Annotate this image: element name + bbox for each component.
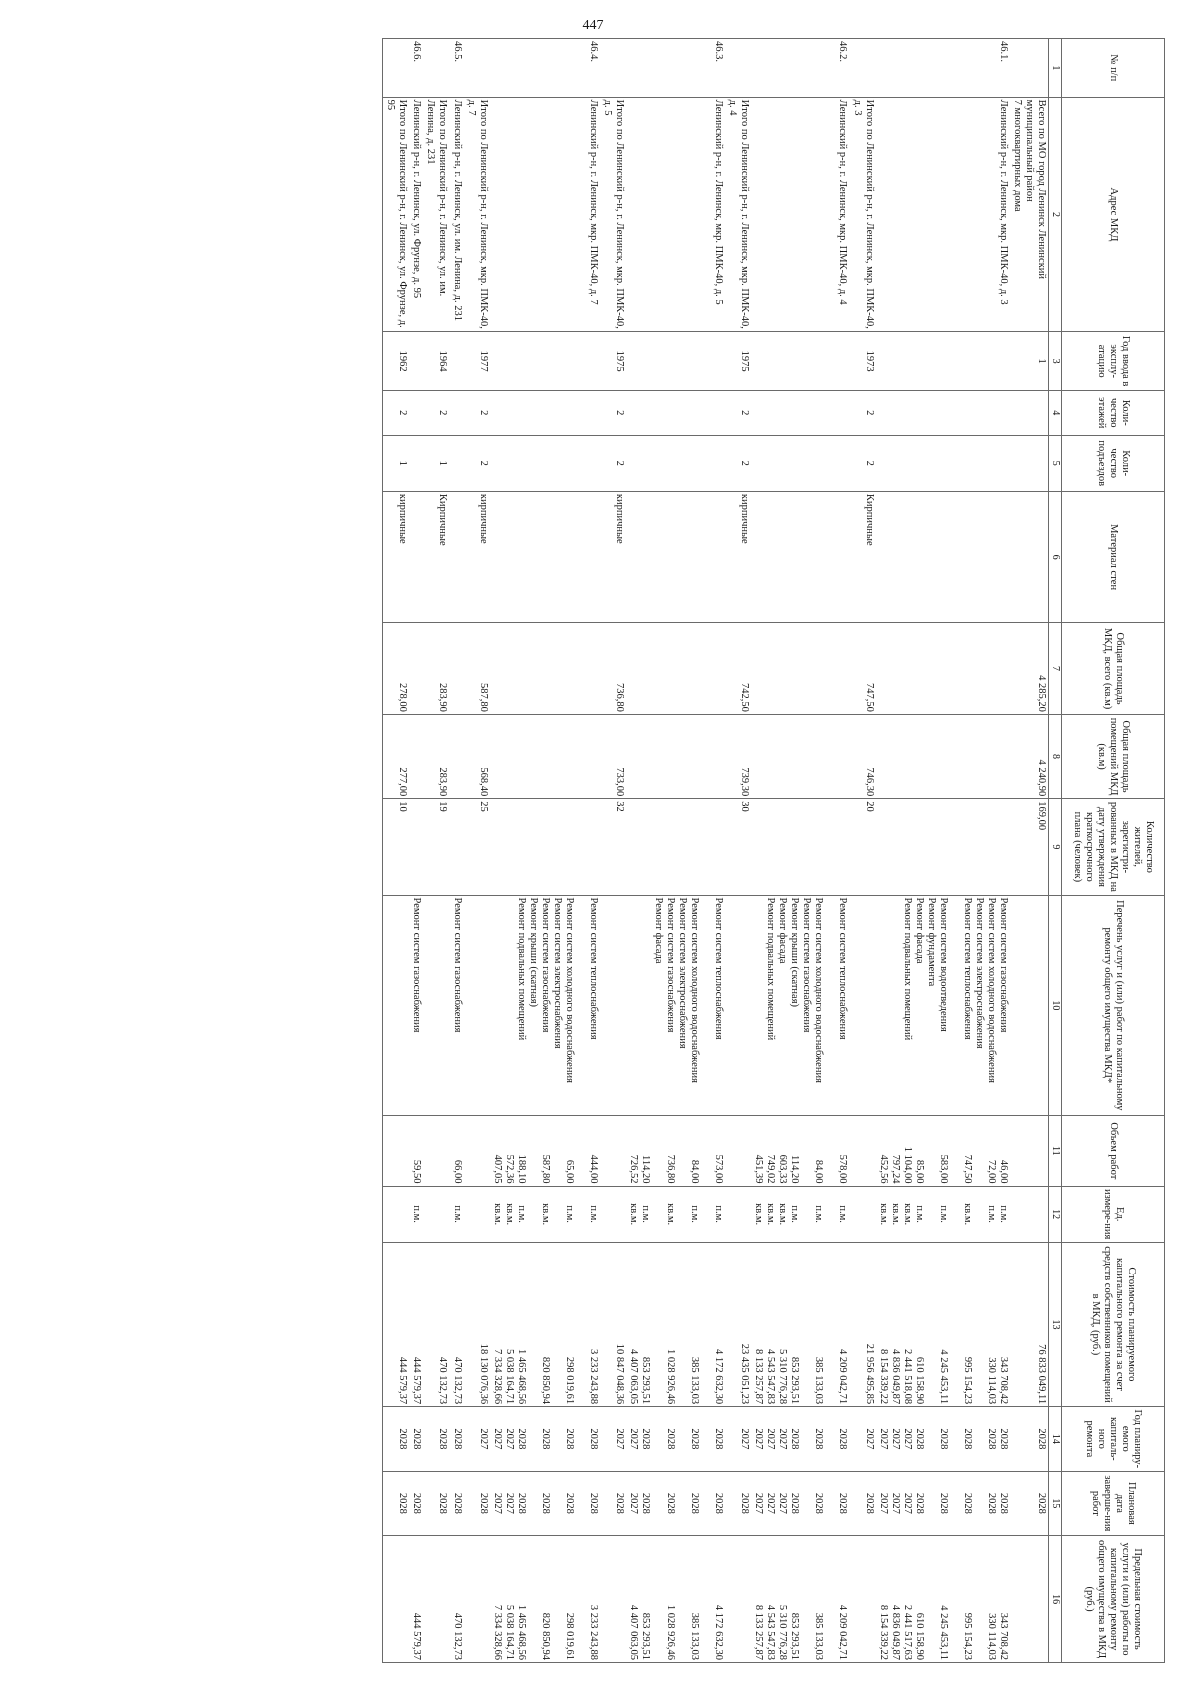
cell-residents: 169,00 [1010, 799, 1049, 895]
cell-num: 46.4. [490, 39, 601, 98]
cell-floors [876, 390, 1011, 435]
cell-works [383, 895, 410, 1116]
cell-floors: 2 [383, 390, 410, 435]
cell-num: 46.3. [626, 39, 725, 98]
cell-limit [383, 1536, 410, 1663]
cell-end-date: 2028 2028 2028 2028 2027 2027 [490, 1471, 601, 1536]
cell-units: п.м. [450, 1186, 464, 1242]
cell-entrances [751, 435, 850, 491]
cell-year: 1962 [383, 332, 410, 391]
cell-material: Кирпичные [423, 491, 449, 622]
cell-residents: 19 [423, 799, 449, 895]
repair-plan-table [382, 38, 1165, 1663]
cell-area-rooms: 283,90 [423, 714, 449, 798]
cell-entrances [490, 435, 601, 491]
cell-area-rooms [409, 714, 423, 798]
cell-volumes: 66,00 [450, 1116, 464, 1186]
cell-area-total [626, 623, 725, 715]
cell-works [850, 895, 876, 1116]
column-number-row [1049, 39, 1062, 1663]
cell-cost: 21 956 495,85 [850, 1242, 876, 1406]
cell-limit [850, 1536, 876, 1663]
cell-floors [751, 390, 850, 435]
cell-year: 1973 [850, 332, 876, 391]
table-row-total [850, 39, 876, 1663]
cell-floors [450, 390, 464, 435]
cell-residents [409, 799, 423, 895]
header-cell: Общая площадь помещений МКД (кв.м) [1062, 714, 1165, 798]
column-number: 12 [1049, 1186, 1062, 1242]
header-cell: Предельная стоимость услуги и (или) работы по капитальному ремонту общего имущества в МКД (руб.) [1062, 1536, 1165, 1663]
cell-works [423, 895, 449, 1116]
cell-address: Ленинский р-н, г. Ленинск, мкр. ПМК-40, д. 7 [490, 97, 601, 332]
cell-area-total: 747,50 [850, 623, 876, 715]
cell-floors: 2 [600, 390, 626, 435]
cell-works: Ремонт систем газоснабжения [450, 895, 464, 1116]
cell-address: Итого по Ленинский р-н, г. Ленинск, ул. им. Ленина, д. 231 [423, 97, 449, 332]
cell-address: Ленинский р-н, г. Ленинск, мкр. ПМК-40, д. 3 [876, 97, 1011, 332]
column-number: 8 [1049, 714, 1062, 798]
cell-units [464, 1186, 490, 1242]
cell-cost: 343 708,42 330 114,03 995 154,23 4 245 453,11 610 158,90 2 441 518,08 4 836 049,87 8 154 339,22 [876, 1242, 1011, 1406]
cell-year [626, 332, 725, 391]
cell-area-rooms: 568,40 [464, 714, 490, 798]
cell-num: 46.5. [450, 39, 464, 98]
cell-cost: 76 833 049,11 [1010, 1242, 1049, 1406]
column-number: 1 [1049, 39, 1062, 98]
cell-volumes [423, 1116, 449, 1186]
header-cell: Адрес МКД [1062, 97, 1165, 332]
header-cell: Общая площадь МКД, всего (кв.м) [1062, 623, 1165, 715]
cell-area-rooms [450, 714, 464, 798]
cell-year: 1 [1010, 332, 1049, 391]
table-row-total [725, 39, 751, 1663]
cell-floors [626, 390, 725, 435]
cell-year [490, 332, 601, 391]
cell-cost: 444 579,37 [409, 1242, 423, 1406]
cell-works: Ремонт систем теплоснабжения Ремонт систем холодного водоснабжения Ремонт систем газоснабжения Ремонт крыши (скатная) Ремонт фасада Ремонт подвальных помещений [751, 895, 850, 1116]
cell-cost: 4 209 042,71 385 133,03 853 293,51 5 310 776,28 4 543 547,83 8 133 257,87 [751, 1242, 850, 1406]
cell-works [600, 895, 626, 1116]
cell-volumes: 444,00 65,00 587,80 188,10 572,36 407,05 [490, 1116, 601, 1186]
column-number: 14 [1049, 1407, 1062, 1472]
cell-end-date: 2028 2028 2028 2028 2027 [626, 1471, 725, 1536]
cell-end-date: 2028 [450, 1471, 464, 1536]
table-row-total [600, 39, 626, 1663]
cell-limit: 343 708,42 330 114,03 995 154,23 4 245 453,11 610 158,90 2 441 517,63 4 836 049,87 8 154 339,22 [876, 1536, 1011, 1663]
cell-entrances: 1 [383, 435, 410, 491]
cell-area-rooms: 746,30 [850, 714, 876, 798]
cell-year: 1975 [725, 332, 751, 391]
cell-num: 46.2. [751, 39, 850, 98]
cell-residents [751, 799, 850, 895]
rotated-table-area [55, 38, 1165, 1663]
cell-cost: 10 847 048,36 [600, 1242, 626, 1406]
cell-area-total: 736,80 [600, 623, 626, 715]
cell-limit [600, 1536, 626, 1663]
cell-volumes [383, 1116, 410, 1186]
cell-material [409, 491, 423, 622]
header-cell: Стоимость планируемого капитального ремонта за счет средств собственников помещений в МКД, (руб.) [1062, 1242, 1165, 1406]
cell-floors [409, 390, 423, 435]
cell-floors: 2 [725, 390, 751, 435]
cell-cost: 3 233 243,88 298 019,61 820 850,94 1 465 468,56 5 038 164,71 7 334 328,66 [490, 1242, 601, 1406]
cell-entrances [626, 435, 725, 491]
cell-plan-year: 2027 [725, 1407, 751, 1472]
cell-floors: 2 [464, 390, 490, 435]
cell-num [464, 39, 490, 98]
cell-works [1010, 895, 1049, 1116]
cell-units: п.м. [409, 1186, 423, 1242]
cell-entrances: 1 [423, 435, 449, 491]
cell-material: кирпичные [600, 491, 626, 622]
table-row-house [490, 39, 601, 1663]
cell-entrances: 2 [464, 435, 490, 491]
table-row-total [383, 39, 410, 1663]
cell-works [725, 895, 751, 1116]
cell-residents [450, 799, 464, 895]
cell-area-rooms: 4 240,90 [1010, 714, 1049, 798]
cell-area-total [751, 623, 850, 715]
cell-num: 46.1. [876, 39, 1011, 98]
cell-area-total: 278,00 [383, 623, 410, 715]
cell-address: Итого по Ленинский р-н, г. Ленинск, мкр. ПМК-40, д. 7 [464, 97, 490, 332]
cell-residents: 10 [383, 799, 410, 895]
cell-area-total: 587,80 [464, 623, 490, 715]
cell-end-date: 2028 2028 2028 2028 2028 2027 2027 2027 [876, 1471, 1011, 1536]
cell-area-rooms [490, 714, 601, 798]
cell-limit [423, 1536, 449, 1663]
cell-year [450, 332, 464, 391]
cell-num [383, 39, 410, 98]
cell-material [751, 491, 850, 622]
cell-end-date: 2028 [1010, 1471, 1049, 1536]
cell-area-rooms: 739,30 [725, 714, 751, 798]
cell-area-rooms [876, 714, 1011, 798]
cell-material [626, 491, 725, 622]
cell-limit: 444 579,37 [409, 1536, 423, 1663]
cell-volumes [850, 1116, 876, 1186]
cell-plan-year: 2028 [450, 1407, 464, 1472]
cell-num [1010, 39, 1049, 98]
cell-plan-year: 2028 [1010, 1407, 1049, 1472]
cell-plan-year: 2028 [423, 1407, 449, 1472]
cell-area-total [409, 623, 423, 715]
column-number: 11 [1049, 1116, 1062, 1186]
cell-works [464, 895, 490, 1116]
cell-end-date: 2028 [725, 1471, 751, 1536]
cell-volumes: 59,50 [409, 1116, 423, 1186]
cell-volumes [1010, 1116, 1049, 1186]
cell-residents: 30 [725, 799, 751, 895]
cell-floors [490, 390, 601, 435]
cell-num [423, 39, 449, 98]
column-number: 13 [1049, 1242, 1062, 1406]
cell-num [725, 39, 751, 98]
cell-entrances: 2 [850, 435, 876, 491]
cell-num [600, 39, 626, 98]
header-cell: Год планиру-емого капиталь-ного ремонта [1062, 1407, 1165, 1472]
cell-area-rooms: 277,00 [383, 714, 410, 798]
cell-plan-year: 2028 2028 2028 2028 2028 2027 2027 2027 [876, 1407, 1011, 1472]
table-row-total [423, 39, 449, 1663]
column-number: 10 [1049, 895, 1062, 1116]
cell-plan-year: 2027 [464, 1407, 490, 1472]
cell-entrances [876, 435, 1011, 491]
cell-plan-year: 2027 [850, 1407, 876, 1472]
cell-end-date: 2028 [464, 1471, 490, 1536]
header-cell: Материал стен [1062, 491, 1165, 622]
cell-limit: 4 209 042,71 385 133,03 853 293,51 5 310 776,28 4 543 547,83 8 133 257,87 [751, 1536, 850, 1663]
cell-units: п.м. п.м. п.м. кв.м. кв.м. кв.м. [751, 1186, 850, 1242]
cell-residents: 32 [600, 799, 626, 895]
cell-entrances [1010, 435, 1049, 491]
cell-num: 46.6. [409, 39, 423, 98]
cell-plan-year: 2028 2028 2028 2028 2027 2027 [490, 1407, 601, 1472]
cell-year [409, 332, 423, 391]
table-row-total [1010, 39, 1049, 1663]
cell-address: Итого по Ленинский р-н, г. Ленинск, мкр. ПМК-40, д. 3 [850, 97, 876, 332]
cell-volumes [600, 1116, 626, 1186]
cell-units [725, 1186, 751, 1242]
cell-plan-year: 2027 [600, 1407, 626, 1472]
cell-residents [490, 799, 601, 895]
cell-address: Итого по Ленинский р-н, г. Ленинск, мкр. ПМК-40, д. 5 [600, 97, 626, 332]
cell-units: п.м. п.м. кв.м. п.м. кв.м. кв.м. [490, 1186, 601, 1242]
cell-cost: 4 172 632,30 385 133,03 1 028 926,46 853 293,51 4 407 063,05 [626, 1242, 725, 1406]
page-number: 447 [582, 18, 604, 33]
cell-material: кирпичные [725, 491, 751, 622]
cell-residents [626, 799, 725, 895]
cell-residents: 20 [850, 799, 876, 895]
column-number: 16 [1049, 1536, 1062, 1663]
cell-cost: 470 132,73 [423, 1242, 449, 1406]
header-cell: Коли-чество подъездов [1062, 435, 1165, 491]
cell-area-total [490, 623, 601, 715]
cell-units [600, 1186, 626, 1242]
table-row-house [409, 39, 423, 1663]
cell-year: 1975 [600, 332, 626, 391]
header-row [1062, 39, 1165, 1663]
cell-limit: 3 233 243,88 298 019,61 820 850,94 1 465 468,56 5 038 164,71 7 334 328,66 [490, 1536, 601, 1663]
cell-address: Итого по Ленинский р-н, г. Ленинск, ул. Фрунзе, д. 95 [383, 97, 410, 332]
cell-volumes: 578,00 84,00 114,20 603,33 749,02 451,39 [751, 1116, 850, 1186]
column-number: 3 [1049, 332, 1062, 391]
cell-material [1010, 491, 1049, 622]
cell-year [876, 332, 1011, 391]
header-cell: Перечень услуг и (или) работ по капитальному ремонту общего имущества МКД* [1062, 895, 1165, 1116]
cell-address: Итого по Ленинский р-н, г. Ленинск, мкр. ПМК-40, д. 4 [725, 97, 751, 332]
table-row-total [464, 39, 490, 1663]
column-number: 4 [1049, 390, 1062, 435]
cell-units [383, 1186, 410, 1242]
column-number: 2 [1049, 97, 1062, 332]
cell-end-date: 2028 2028 2028 2027 2027 2027 [751, 1471, 850, 1536]
cell-area-total [450, 623, 464, 715]
cell-plan-year: 2028 [383, 1407, 410, 1472]
header-cell: № п/п [1062, 39, 1165, 98]
cell-year: 1977 [464, 332, 490, 391]
column-number: 7 [1049, 623, 1062, 715]
column-number: 6 [1049, 491, 1062, 622]
cell-limit: 4 172 632,30 385 133,03 1 028 926,46 853 293,51 4 407 063,05 [626, 1536, 725, 1663]
cell-limit [464, 1536, 490, 1663]
table-body [383, 39, 1049, 1663]
cell-volumes [725, 1116, 751, 1186]
column-number: 15 [1049, 1471, 1062, 1536]
cell-cost: 470 132,73 [450, 1242, 464, 1406]
cell-limit: 470 132,73 [450, 1536, 464, 1663]
cell-area-total: 742,50 [725, 623, 751, 715]
cell-end-date: 2028 [850, 1471, 876, 1536]
header-cell: Ед. измере-ния [1062, 1186, 1165, 1242]
header-cell: Количество жителей, зарегистри-рованных в МКД на дату утверждения краткосрочного плана (человек) [1062, 799, 1165, 895]
cell-address: Ленинский р-н, г. Ленинск, мкр. ПМК-40, д. 4 [751, 97, 850, 332]
cell-cost: 23 435 051,23 [725, 1242, 751, 1406]
cell-plan-year: 2028 2028 2028 2028 2027 [626, 1407, 725, 1472]
cell-floors: 2 [423, 390, 449, 435]
cell-material [450, 491, 464, 622]
cell-works: Ремонт систем теплоснабжения Ремонт систем холодного водоснабжения Ремонт систем электроснабжения Ремонт систем газоснабжения Ремонт фасада [626, 895, 725, 1116]
cell-limit [1010, 1536, 1049, 1663]
cell-end-date: 2028 [423, 1471, 449, 1536]
cell-num [850, 39, 876, 98]
table-row-house [876, 39, 1011, 1663]
cell-works: Ремонт систем теплоснабжения Ремонт систем холодного водоснабжения Ремонт систем электроснабжения Ремонт систем газоснабжения Ремонт крыши (скатная) Ремонт подвальных помещений [490, 895, 601, 1116]
cell-works: Ремонт систем газоснабжения [409, 895, 423, 1116]
cell-residents: 25 [464, 799, 490, 895]
cell-residents [876, 799, 1011, 895]
table-row-house [450, 39, 464, 1663]
cell-address: Ленинский р-н, г. Ленинск, ул. им. Ленина, д. 231 [450, 97, 464, 332]
cell-end-date: 2028 [409, 1471, 423, 1536]
cell-volumes: 573,00 84,00 736,80 114,20 726,52 [626, 1116, 725, 1186]
cell-volumes: 46,00 72,00 747,50 583,00 85,00 1 104,00 797,24 452,56 [876, 1116, 1011, 1186]
cell-entrances [450, 435, 464, 491]
cell-material: кирпичные [383, 491, 410, 622]
cell-end-date: 2028 [600, 1471, 626, 1536]
cell-units [1010, 1186, 1049, 1242]
cell-address: Ленинский р-н, г. Ленинск, мкр. ПМК-40, д. 5 [626, 97, 725, 332]
column-number: 5 [1049, 435, 1062, 491]
cell-address: Всего по МО город Ленинск Ленинский муниципальный район 7 многоквартирных дома [1010, 97, 1049, 332]
cell-floors: 2 [850, 390, 876, 435]
cell-area-total: 283,90 [423, 623, 449, 715]
cell-works: Ремонт систем газоснабжения Ремонт систем холодного водоснабжения Ремонт систем электроснабжения Ремонт систем теплоснабжения Ремонт систем водоотведения Ремонт фундамента Ремонт фасада Ремонт подвальных помещений [876, 895, 1011, 1116]
cell-area-total [876, 623, 1011, 715]
cell-year [751, 332, 850, 391]
cell-material [876, 491, 1011, 622]
header-cell: Плановая дата заверше-ния работ [1062, 1471, 1165, 1536]
cell-volumes [464, 1116, 490, 1186]
cell-plan-year: 2028 2028 2028 2027 2027 2027 [751, 1407, 850, 1472]
cell-material: кирпичные [464, 491, 490, 622]
column-number: 9 [1049, 799, 1062, 895]
cell-area-rooms: 733,00 [600, 714, 626, 798]
cell-cost: 18 130 076,36 [464, 1242, 490, 1406]
cell-units [423, 1186, 449, 1242]
cell-units [850, 1186, 876, 1242]
table-row-house [626, 39, 725, 1663]
header-cell: Объем работ [1062, 1116, 1165, 1186]
cell-end-date: 2028 [383, 1471, 410, 1536]
cell-cost: 444 579,37 [383, 1242, 410, 1406]
cell-material: Кирпичные [850, 491, 876, 622]
header-cell: Коли-чество этажей [1062, 390, 1165, 435]
table-row-house [751, 39, 850, 1663]
cell-units: п.м. п.м. кв.м. п.м. кв.м. [626, 1186, 725, 1242]
cell-area-rooms [626, 714, 725, 798]
cell-address: Ленинский р-н, г. Ленинск, ул. Фрунзе, д. 95 [409, 97, 423, 332]
cell-units: п.м. п.м. кв.м. п.м. п.м. кв.м. кв.м. кв.м. [876, 1186, 1011, 1242]
cell-entrances: 2 [600, 435, 626, 491]
cell-limit [725, 1536, 751, 1663]
cell-entrances: 2 [725, 435, 751, 491]
header-cell: Год ввода в эксплу-атацию [1062, 332, 1165, 391]
cell-floors [1010, 390, 1049, 435]
cell-year: 1964 [423, 332, 449, 391]
cell-entrances [409, 435, 423, 491]
cell-area-rooms [751, 714, 850, 798]
cell-area-total: 4 285,20 [1010, 623, 1049, 715]
cell-material [490, 491, 601, 622]
cell-plan-year: 2028 [409, 1407, 423, 1472]
